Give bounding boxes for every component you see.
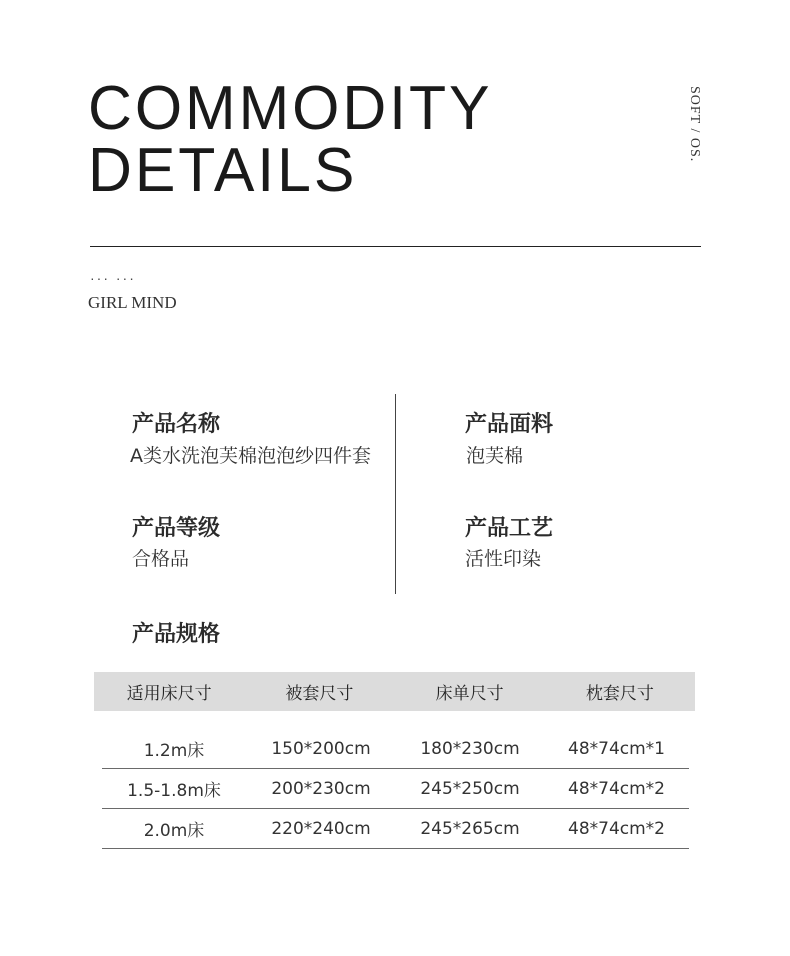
title-line-2: DETAILS xyxy=(88,136,358,205)
cell-bed-size: 2.0m床 xyxy=(143,821,205,841)
header-divider xyxy=(90,246,701,247)
product-name-label: 产品名称 xyxy=(132,412,221,437)
cell-pillowcase-size: 48*74cm*2 xyxy=(568,778,665,799)
table-body xyxy=(102,729,689,849)
product-name-value: A类水洗泡芙棉泡泡纱四件套 xyxy=(130,445,371,467)
table-row xyxy=(102,769,689,809)
vertical-tag: SOFT / OS. xyxy=(687,86,702,163)
cell-sheet-size: 245*265cm xyxy=(420,818,520,839)
header-cell-sheet: 床单尺寸 xyxy=(435,684,504,704)
brand-name: GIRL MIND xyxy=(88,293,177,312)
spec-table xyxy=(94,672,695,841)
product-fabric-label: 产品面料 xyxy=(465,412,554,437)
title-line-1: COMMODITY xyxy=(88,74,493,143)
table-header xyxy=(94,672,695,711)
cell-sheet-size: 245*250cm xyxy=(420,778,520,799)
cell-duvet-size: 150*200cm xyxy=(271,738,371,759)
product-grade-label: 产品等级 xyxy=(132,516,221,541)
header-cell-bed: 适用床尺寸 xyxy=(126,684,212,704)
product-craft-value: 活性印染 xyxy=(465,548,542,570)
info-divider xyxy=(395,394,396,594)
cell-pillowcase-size: 48*74cm*1 xyxy=(568,738,665,759)
cell-duvet-size: 200*230cm xyxy=(271,778,371,799)
cell-bed-size: 1.5-1.8m床 xyxy=(127,781,221,801)
product-craft-label: 产品工艺 xyxy=(465,516,554,541)
product-grade-value: 合格品 xyxy=(132,548,190,570)
decorative-dots: ··· ··· xyxy=(90,270,136,286)
cell-pillowcase-size: 48*74cm*2 xyxy=(568,818,665,839)
cell-sheet-size: 180*230cm xyxy=(420,738,520,759)
table-row xyxy=(102,729,689,769)
table-row xyxy=(102,809,689,849)
header-cell-duvet: 被套尺寸 xyxy=(285,684,354,704)
cell-bed-size: 1.2m床 xyxy=(143,741,205,761)
product-spec-label: 产品规格 xyxy=(132,622,221,647)
header-cell-pillowcase: 枕套尺寸 xyxy=(585,684,654,704)
product-fabric-value: 泡芙棉 xyxy=(466,445,524,467)
page-title xyxy=(88,74,493,205)
cell-duvet-size: 220*240cm xyxy=(271,818,371,839)
